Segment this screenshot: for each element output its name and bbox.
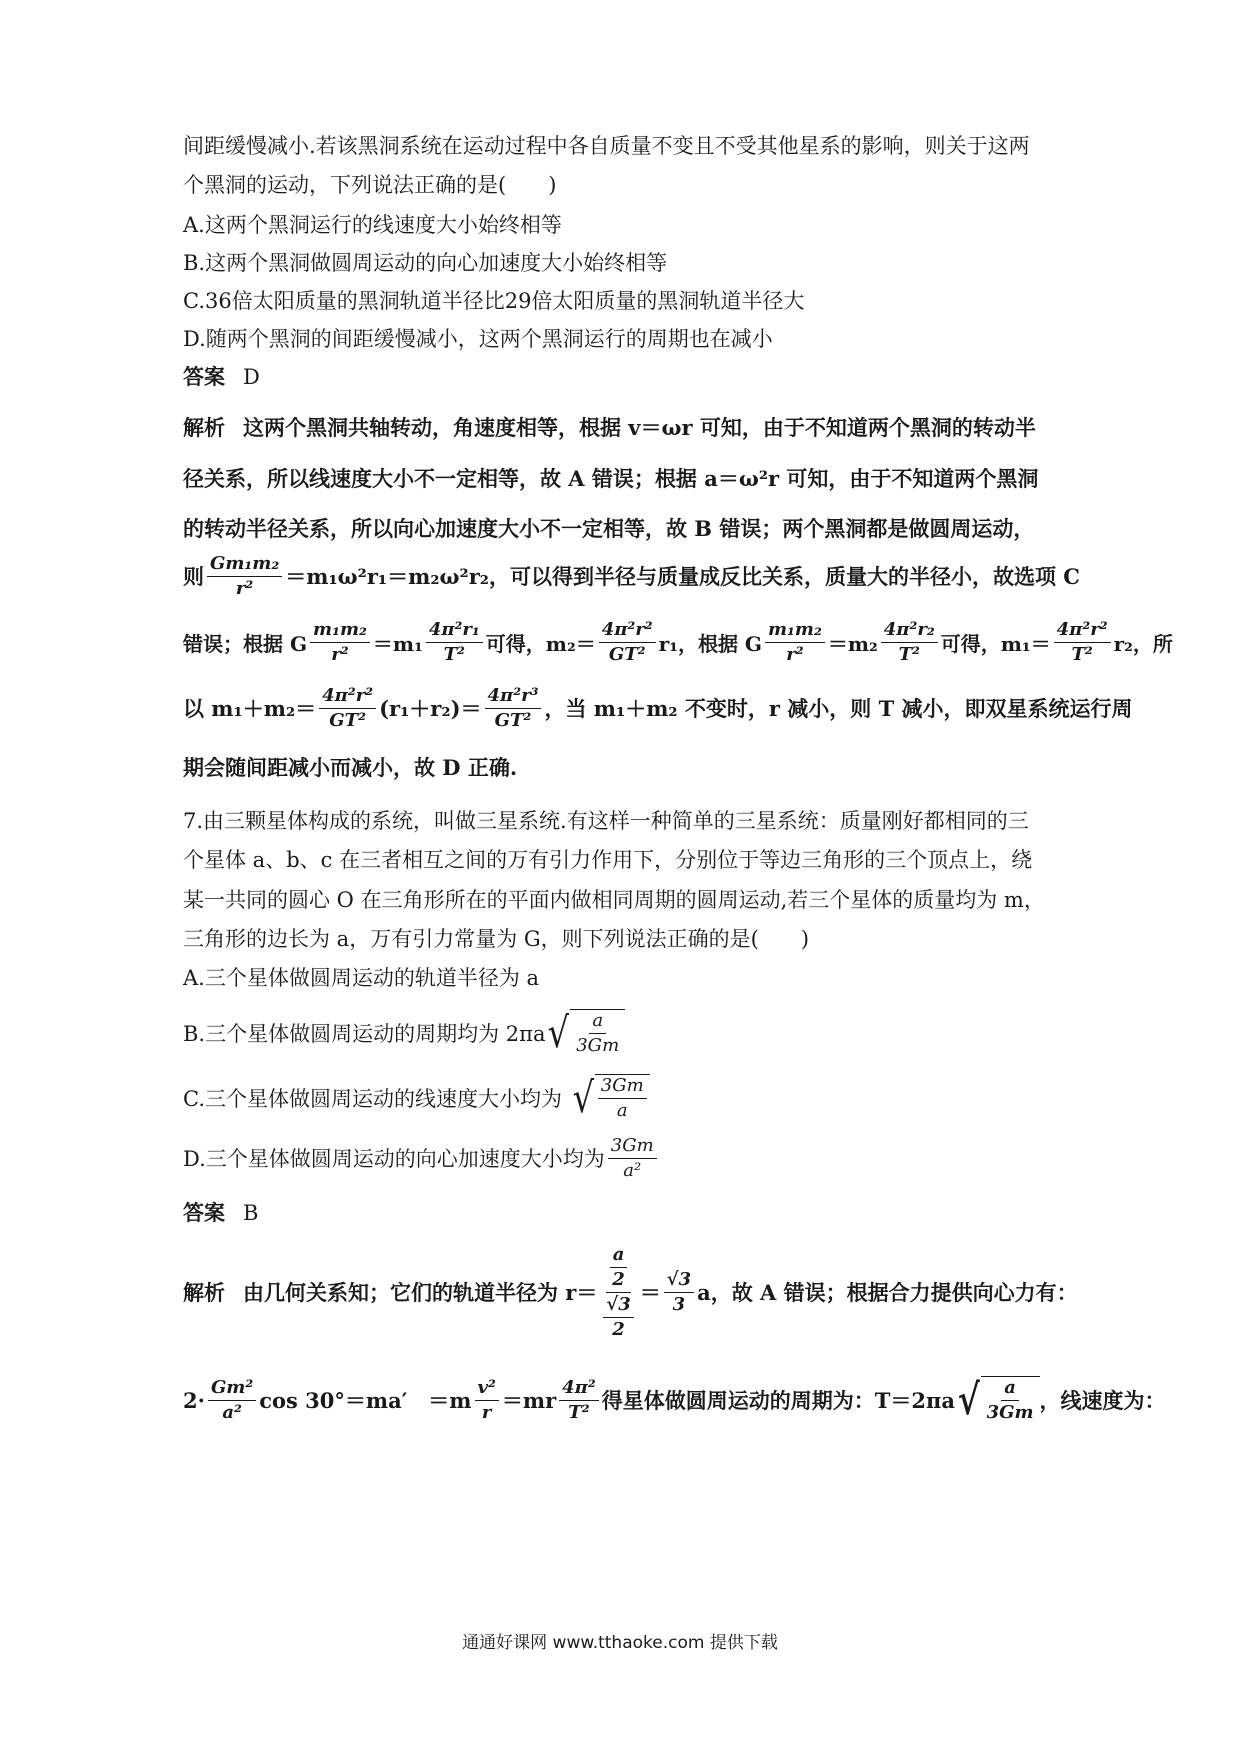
radicand [570,1009,625,1057]
q7-analysis-line2 [183,1370,1166,1430]
fraction-numerator: 4π²r₂ [881,619,938,643]
fraction [608,1135,657,1182]
fraction-denominator [600,1293,636,1341]
fraction [664,1269,694,1316]
q7-answer [183,1198,1063,1228]
radicand [981,1376,1040,1424]
text-segment: ，当 m₁＋m₂ 不变时，r 减小，则 T 减小，即双星系统运行周 [544,696,1133,721]
q6-option-c: C.36倍太阳质量的黑洞轨道半径比29倍太阳质量的黑洞轨道半径大 [183,289,805,313]
fraction [485,685,542,732]
compound-fraction [600,1244,636,1341]
fraction [599,619,656,666]
fraction-numerator: 4π²r² [599,619,656,643]
fraction-numerator: a [1001,1377,1019,1401]
fraction [573,1010,622,1057]
fraction-denominator: T² [1071,643,1093,665]
analysis-text: 这两个黑洞共轴转动，角速度相等，根据 v＝ωr 可知，由于不知道两个黑洞的转动半 [243,415,1036,440]
fraction-numerator: √3 [664,1269,694,1293]
fraction-numerator: v² [475,1377,499,1401]
text-segment: ＝m₁ω²r₁＝m₂ω²r₂，可以得到半径与质量成反比关系，质量大的半径小，故选项 C [285,564,1081,589]
q6-option-a: A.这两个黑洞运行的线速度大小始终相等 [183,213,562,237]
analysis-label: 解析 [183,415,225,440]
q6-analysis-line1 [183,413,1063,443]
fraction [319,685,376,732]
text-segment: 得星体做圆周运动的周期为：T＝2πa [601,1388,955,1413]
square-root [955,1376,1040,1424]
text-segment: cos 30°＝ma′ ＝m [259,1388,472,1413]
text-segment: B.三个星体做圆周运动的周期均为 2πa [183,1022,546,1046]
radical-sign: √ [957,1375,980,1424]
fraction-numerator: √3 [603,1294,633,1318]
q6-analysis-line5 [183,614,1173,670]
text-segment: (r₁＋r₂)＝ [379,696,482,721]
fraction-denominator: T² [443,643,465,665]
text-segment: ，线速度为： [1039,1388,1166,1413]
fraction-denominator: GT² [608,643,646,665]
radicand [595,1074,650,1122]
fraction-denominator: GT² [329,709,366,731]
fraction-numerator: 4π² [559,1377,599,1401]
q6-analysis-line3: 的转动半径关系，所以向心加速度大小不一定相等，故 B 错误；两个黑洞都是做圆周运动， [183,516,1035,541]
fraction-denominator: 2 [612,1318,625,1340]
fraction [559,1377,599,1424]
fraction-numerator [606,1244,631,1293]
text-segment: C.三个星体做圆周运动的线速度大小均为 [183,1087,562,1111]
fraction [598,1075,647,1122]
fraction [1054,619,1111,666]
text-segment: 可得，m₂＝ [485,631,596,656]
text-segment: 以 m₁＋m₂＝ [183,696,317,721]
radical-sign: √ [548,1008,570,1057]
fraction-numerator: Gm₁m₂ [207,553,282,577]
fraction [984,1377,1037,1424]
fraction-denominator: 3Gm [986,1402,1034,1423]
fraction [881,619,938,666]
text-segment: 错误；根据 G [183,631,308,656]
fraction-denominator: 3Gm [576,1035,620,1056]
q7-option-b [183,1005,1063,1061]
fraction [426,619,483,666]
square-root [545,1009,625,1057]
text-segment: r₂，所 [1113,631,1173,656]
answer-value: B [243,1201,259,1225]
fraction [609,1244,628,1291]
text-segment: ＝ [639,1280,661,1305]
fraction-numerator: a [589,1010,606,1034]
q7-stem-line2: 个星体 a、b、c 在三者相互之间的万有引力作用下，分别位于等边三角形的三个顶点上，绕 [183,848,1033,872]
fraction-numerator: 3Gm [598,1075,647,1099]
fraction [765,619,825,666]
q6-analysis-line2: 径关系，所以线速度大小不一定相等，故 A 错误；根据 a＝ω²r 可知，由于不知道两个黑洞 [183,466,1039,491]
page-footer: 通通好课网 www.tthaoke.com 提供下载 [462,1633,778,1653]
q6-analysis-line6 [183,680,1133,736]
fraction-numerator: 4π²r³ [485,685,542,709]
fraction-denominator: 3 [672,1293,686,1315]
fraction-numerator: 4π²r² [1054,619,1111,643]
q6-answer [183,362,1063,392]
answer-value: D [243,365,260,389]
text-segment: ＝mr [501,1388,557,1413]
fraction-denominator: r² [331,643,349,665]
q7-stem-line4: 三角形的边长为 a，万有引力常量为 G，则下列说法正确的是( ) [183,927,810,951]
q7-stem-line1: 7.由三颗星体构成的系统，叫做三星系统.有这样一种简单的三星系统：质量刚好都相同的三 [183,809,1029,833]
fraction [207,553,282,600]
q6-analysis-line4 [183,548,1081,604]
q6-stem-line1: 间距缓慢减小.若该黑洞系统在运动过程中各自质量不变且不受其他星系的影响，则关于这两 [183,134,1030,158]
fraction [475,1377,499,1424]
text-segment: ＝m₁ [372,631,423,656]
fraction-denominator: T² [568,1401,590,1423]
fraction-numerator: a [610,1244,628,1268]
fraction-denominator: r² [786,643,804,665]
q7-option-d [183,1130,1063,1186]
fraction-denominator: GT² [494,709,532,731]
answer-label: 答案 [183,364,225,389]
fraction-numerator: m₁m₂ [765,619,825,643]
text-segment: ＝m₂ [827,631,878,656]
fraction-numerator: Gm² [208,1377,256,1401]
answer-label: 答案 [183,1200,225,1225]
fraction-denominator: r² [235,577,254,599]
q7-option-c [183,1070,1063,1126]
text-segment: 2· [183,1387,205,1413]
fraction-numerator: 3Gm [608,1135,657,1159]
text-segment: 可得，m₁＝ [940,631,1051,656]
q6-analysis-line7: 期会随间距减小而减小，故 D 正确. [183,755,518,780]
text-segment: a，故 A 错误；根据合力提供向心力有： [697,1280,1078,1305]
fraction-denominator: r [481,1401,492,1423]
fraction [310,619,370,666]
q6-stem-line2: 个黑洞的运动，下列说法正确的是( ) [183,173,557,197]
fraction-denominator: a² [222,1401,242,1423]
fraction [208,1377,256,1424]
fraction-denominator: a [616,1100,628,1121]
fraction-numerator: m₁m₂ [310,619,370,643]
text-segment: 由几何关系知；它们的轨道半径为 r＝ [243,1280,598,1305]
text-segment: r₁，根据 G [658,631,762,656]
fraction-denominator: 2 [612,1268,625,1290]
text-segment: 则 [183,564,204,589]
q6-option-d: D.随两个黑洞的间距缓慢减小，这两个黑洞运行的周期也在减小 [183,327,773,351]
analysis-label: 解析 [183,1280,225,1305]
q7-analysis-line1 [183,1232,1078,1352]
fraction-denominator: a² [623,1159,642,1181]
q7-option-a: A.三个星体做圆周运动的轨道半径为 a [183,966,540,990]
fraction-numerator: 4π²r² [319,685,376,709]
radical-sign: √ [572,1073,595,1122]
q6-option-b: B.这两个黑洞做圆周运动的向心加速度大小始终相等 [183,251,668,275]
fraction-denominator: T² [898,643,920,665]
square-root [570,1074,650,1122]
fraction [603,1294,633,1341]
q7-stem-line3: 某一共同的圆心 O 在三角形所在的平面内做相同周期的圆周运动,若三个星体的质量均为 m， [183,888,1045,912]
fraction-numerator: 4π²r₁ [426,619,483,643]
text-segment: D.三个星体做圆周运动的向心加速度大小均为 [183,1147,605,1171]
